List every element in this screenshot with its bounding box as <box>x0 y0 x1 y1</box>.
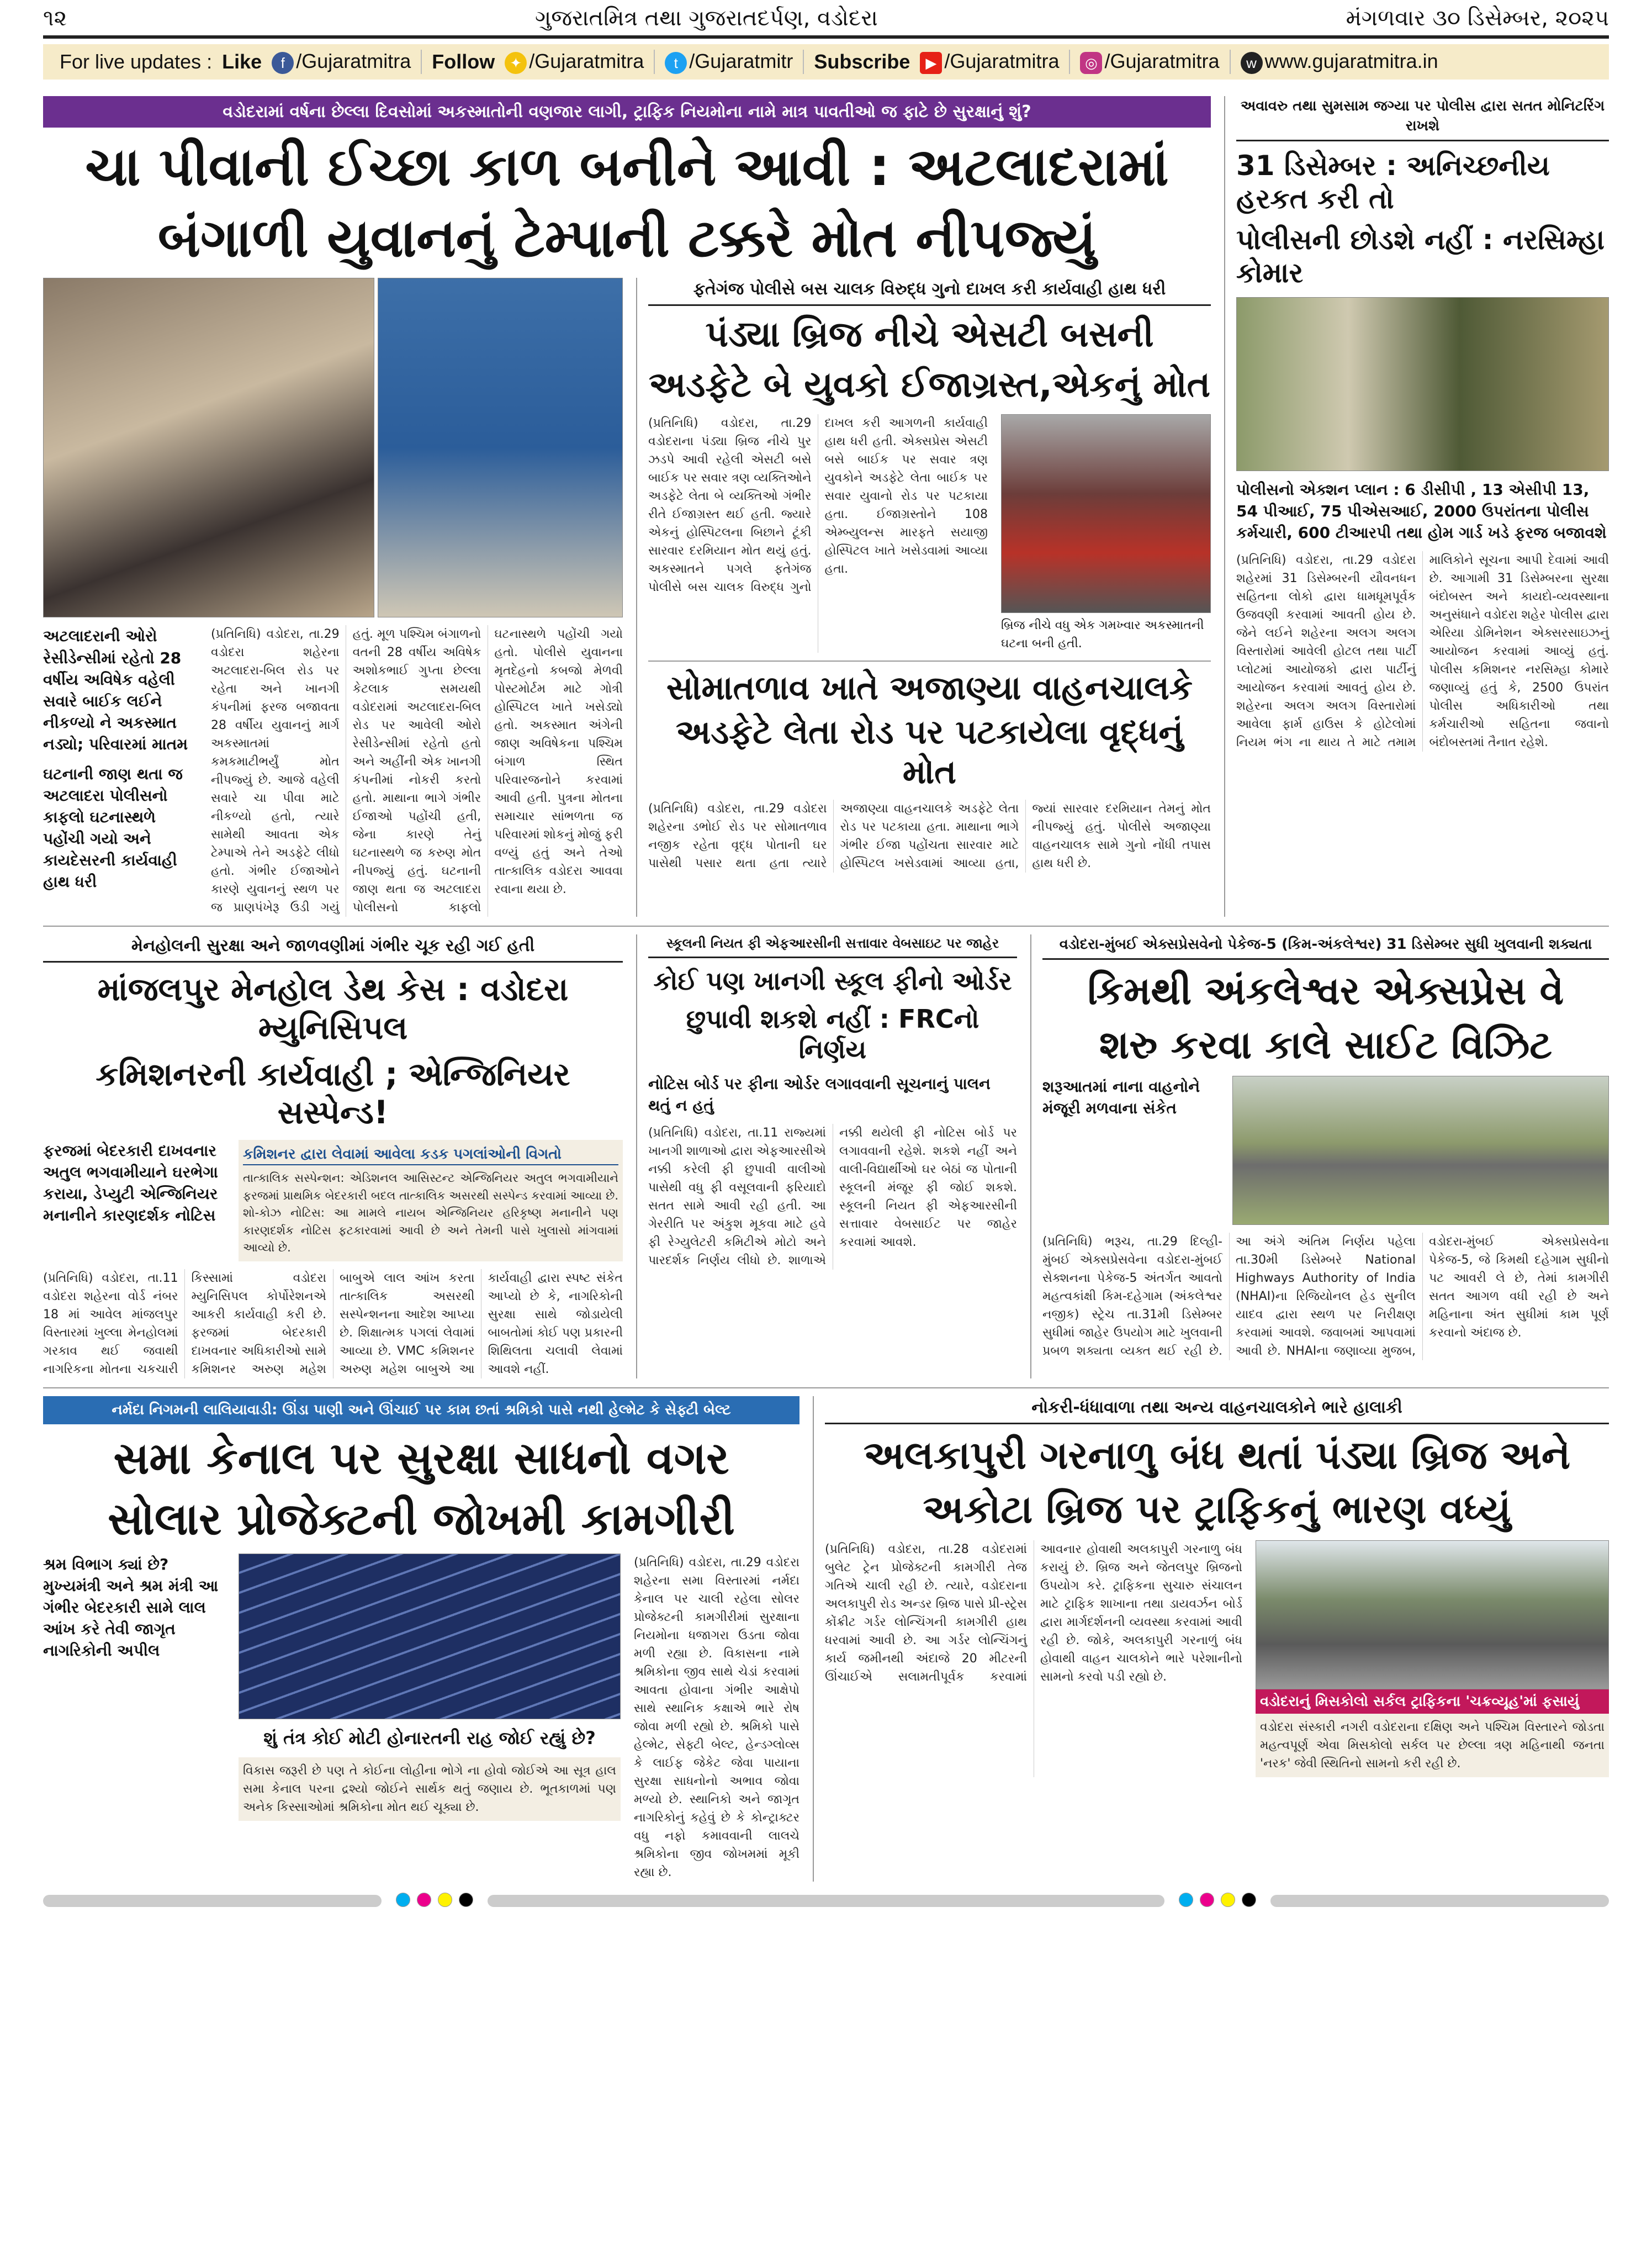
story6-body: (પ્રતિનિધિ) વડોદરા, તા.11 રાજ્યમાં ખાનગી શાળાઓ દ્વારા એફઆરસીએ નક્કી કરેલી ફી છુપાવી વાલીઓ પાસેથી વધુ ફી વસૂલવાની ફરિયાદો સતત સામે આવી રહી હતી. આ ગેરરીતિ પર અંકુશ મૂકવા માટે હવે ફી રેગ્યુલેટરી કમિટીએ મોટો અને પારદર્શક નિર્ણય લીધો છે. શાળાએ નક્કી થયેલી ફી નોટિસ બોર્ડ પર લગાવવાની રહેશે. શકશે નહીં અને વાલી-વિદ્યાર્થીઓ ઘર બેઠાં જ પોતાની સ્કૂલની મંજૂર ફી જોઈ શકશે. સ્કૂલની નિયત ફી એફઆરસીની સત્તાવાર વેબસાઈટ પર જાહેર કરવામાં આવશે. <box>648 1126 1017 1267</box>
story9-body: (પ્રતિનિધિ) વડોદરા, તા.28 વડોદરામાં બુલેટ ટ્રેન પ્રોજેક્ટની કામગીરી તેજ ગતિએ ચાલી રહી છે. ત્યારે, વડોદરાના અલકાપુરી રોડ અન્ડર બ્રિજ પાસે પ્રી-સ્ટ્રેસ કોંક્રીટ ગર્ડર લોન્ચિંગની કામગીરી હાથ ધરવામાં આવી છે. આ ગર્ડર લોન્ચિંગનું કાર્ય જમીનથી અંદાજે 20 મીટરની ઊંચાઈએ સલામતીપૂર્વક કરવામાં આવનાર હોવાથી અલકાપુરી ગરનાળુ બંધ કરાયું છે. બ્રિજ અને જેતલપુર બ્રિજનો ઉપયોગ કરે. ટ્રાફિકના સુચારુ સંચાલન માટે ટ્રાફિક શાખાના તથા ડાયવર્ઝન બોર્ડ દ્વારા માર્ગદર્શનની વ્યવસ્થા કરવામાં આવી રહી છે. જોકે, અલકાપુરી ગરનાળું બંધ હોવાથી વાહન ચાલકોને ભારે પરેશાનીનો સામનો કરવો પડી રહ્યો છે. <box>825 1542 1242 1684</box>
registration-dot <box>1179 1893 1193 1907</box>
story7-headline-line1: કિમથી અંકલેશ્વર એક્સપ્રેસ વે <box>1087 968 1564 1013</box>
story8-band: નર્મદા નિગમની લાલિયાવાડી: ઊંડા પાણી અને ઊંચાઈ પર કામ છતાં શ્રમિકો પાસે નથી હેલ્મેટ કે સેફ્ટી બેલ્ટ <box>43 1396 799 1424</box>
story9-headline-line1: અલકાપુરી ગરનાળુ બંધ થતાં પંડ્યા બ્રિજ અને <box>863 1432 1570 1478</box>
twitter-link[interactable] <box>665 50 793 73</box>
facebook-handle: /Gujaratmitra <box>296 50 411 73</box>
story3-body: (પ્રતિનિધિ) વડોદરા, તા.29 વડોદરા શહેરના ડભોઈ રોડ પર સોમાતળાવ નજીક રહેતા વૃદ્ધ પોતાની ઘર પાસેથી પસાર થતા હતા ત્યારે અજાણ્યા વાહનચાલકે અડફેટે લેતા રોડ પર પટકાયા હતા. માથાના ભાગે ગંભીર ઈજા પહોંચતા સારવાર માટે હોસ્પિટલ ખસેડવામાં આવ્યા હતા, જ્યાં સારવાર દરમિયાન તેમનું મોત નીપજ્યું હતું. પોલીસે અજાણ્યા વાહનચાલક સામે ગુનો નોંધી તપાસ હાથ ધરી છે. <box>648 801 1211 870</box>
youtube-link[interactable] <box>920 50 1059 73</box>
story5-box-body: તાત્કાલિક સસ્પેન્શન: એડિશનલ આસિસ્ટન્ટ એન્જિનિયર અતુલ ભગવામીયાને ફરજમાં પ્રાથમિક બેદરકારી બદલ તાત્કાલિક અસરથી સસ્પેન્ડ કરવામાં આવ્યા છે. શો-કોઝ નોટિસ: આ મામલે નાયબ એન્જિનિયર હરિકૃષ્ણ મનાનીને પણ કારણદર્શક નોટિસ ફટકારવામાં આવી છે અને તેમની પાસે ખુલાસો માંગવામાં આવ્યો છે. <box>243 1171 618 1255</box>
registration-dot <box>417 1893 431 1907</box>
story1-section <box>43 96 1211 917</box>
accident-bike-photo <box>43 278 374 617</box>
registration-dot <box>1200 1893 1214 1907</box>
story5-headline-line1: માંજલપુર મેનહોલ ડેથ કેસ : વડોદરા મ્યુનિસિપલ <box>97 970 569 1047</box>
story9-photo-block <box>1256 1540 1609 1777</box>
divider <box>803 50 804 74</box>
facebook-link[interactable] <box>272 50 411 73</box>
paper-name: ગુજરાતમિત્ર તથા ગુજરાતદર્પણ, વડોદરા <box>535 6 878 31</box>
story1-story2-grid <box>43 278 1211 917</box>
solar-panels-photo <box>239 1554 621 1719</box>
story5-box <box>239 1140 623 1261</box>
story6-headline-line1: કોઈ પણ ખાનગી સ્કૂલ ફીનો ઓર્ડર <box>653 965 1012 996</box>
twitter-handle: /Gujaratmitr <box>689 50 793 73</box>
divider <box>654 50 655 74</box>
like-label: Like <box>222 50 262 73</box>
story1-lead: અટલાદરાની ઓરો રેસીડેન્સીમાં રહેતો 28 વર્ષીય અવિષેક વહેલી સવારે બાઈક લઈને નીકળ્યો ને અકસ્માત નડ્યો; પરિવારમાં માતમ <box>43 627 188 754</box>
story8-body: (પ્રતિનિધિ) વડોદરા, તા.29 વડોદરા શહેરના સમા વિસ્તારમાં નર્મદા કેનાલ પર ચાલી રહેલા સોલર પ્રોજેક્ટની કામગીરીમાં સુરક્ષાના નિયમોના ધજાગરા ઉડતા જોવા મળી રહ્યા છે. વિકાસના નામે શ્રમિકોના જીવ સાથે ચેડાં કરવામાં આવતા હોવાના ગંભીર આક્ષેપો સાથે સ્થાનિક કક્ષાએ ભારે રોષ જોવા મળી રહ્યો છે. શ્રમિકો પાસે હેલ્મેટ, સેફ્ટી બેલ્ટ, હેન્ડગ્લોવ્સ કે લાઈફ જેકેટ જેવા પાયાના સુરક્ષા સાધનોનો અભાવ જોવા મળ્યો છે. સ્થાનિકો અને જાગૃત નાગરિકોનું કહેવું છે કે કોન્ટ્રાક્ટર વધુ નફો કમાવવાની લાલચે શ્રમિકોના જીવ જોખમમાં મૂકી રહ્યા છે. <box>634 1555 799 1879</box>
story2-headline-line1: પંડ્યા બ્રિજ નીચે એસટી બસની <box>705 314 1154 356</box>
page-header <box>43 6 1609 39</box>
story1-headline-line1: ચા પીવાની ઈચ્છા કાળ બનીને આવી : અટલાદરામાં <box>85 136 1169 198</box>
story2-story3-column <box>636 278 1211 917</box>
print-registration-bar <box>43 1893 1609 1909</box>
story8-photo-caption: શું તંત્ર કોઈ મોટી હોનારતની રાહ જોઈ રહ્યું છે? <box>263 1727 596 1748</box>
registration-dot <box>438 1893 452 1907</box>
middle-row <box>43 926 1609 1378</box>
story7-lead: શરૂઆતમાં નાના વાહનોને મંજૂરી મળવાના સંકેત <box>1042 1077 1200 1117</box>
subscribe-label: Subscribe <box>814 50 910 73</box>
story1-photos <box>43 278 623 617</box>
story9-content <box>825 1540 1609 1777</box>
story2-headline-line2: અડફેટે બે યુવકો ઈજાગ્રસ્ત,એકનું મોત <box>648 364 1211 406</box>
story5-body: (પ્રતિનિધિ) વડોદરા, તા.11 વડોદરા શહેરના વોર્ડ નંબર 18 માં આવેલ માંજલપુર વિસ્તારમાં ખુલ્લા મેનહોલમાં ગરકાવ થઈ જવાથી નાગરિકના મોતના ચકચારી કિસ્સામાં વડોદરા મ્યુનિસિપલ કોર્પોરેશનએ આકરી કાર્યવાહી કરી છે. ફરજમાં બેદરકારી દાખવનાર અધિકારીઓ સામે કમિશનર અરુણ મહેશ બાબુએ લાલ આંખ કરતા તાત્કાલિક અસરથી સસ્પેન્શનના આદેશ આપ્યા છે. શિક્ષાત્મક પગલાં લેવામાં આવ્યા છે. VMC કમિશનર અરુણ મહેશ બાબુએ આ કાર્યવાહી દ્વારા સ્પષ્ટ સંકેત આપ્યો છે કે, નાગરિકોની સુરક્ષા સાથે જોડાયેલી બાબતોમાં કોઈ પણ પ્રકારની શિથિલતા ચલાવી લેવામાં આવશે નહીં. <box>43 1271 623 1376</box>
story5-section <box>43 934 623 1378</box>
youtube-icon: ▶ <box>920 52 942 74</box>
story9-caption-body: વડોદરા સંસ્કારી નગરી વડોદરાના દક્ષિણ અને પશ્ચિમ વિસ્તારને જોડતા મહત્વપૂર્ણ એવા મિસકોલો સર્કલ પર છેલ્લા ત્રણ મહિનાથી જનતા 'નરક' જેવી સ્થિતિનો સામનો કરી રહી છે. <box>1256 1714 1609 1777</box>
story9-headline-line2: અકોટા બ્રિજ પર ટ્રાફિકનું ભારણ વધ્યું <box>923 1486 1511 1532</box>
story5-box-title: કમિશનર દ્વારા લેવામાં આવેલા કડક પગલાંઓની વિગતો <box>243 1144 618 1165</box>
story2-body: (પ્રતિનિધિ) વડોદરા, તા.29 વડોદરાના પંડ્યા બ્રિજ નીચે પુર ઝડપે આવી રહેલી એસટી બસે બાઈક પર સવાર ત્રણ વ્યક્તિઓને અડફેટે લેતા બે વ્યક્તિઓ ગંભીર રીતે ઈજાગ્રસ્ત થઈ હતી. જ્યારે એકનું હોસ્પિટલના બિછાને ટૂંકી સારવાર દરમિયાન મોત થયું હતું. અકસ્માતને પગલે ફતેગંજ પોલીસે બસ ચાલક વિરુદ્ધ ગુનો દાખલ કરી આગળની કાર્યવાહી હાથ ધરી હતી. એક્સપ્રેસ એસટી બસે બાઈક પર સવાર ત્રણ યુવકોને અડફેટે લેતા બાઈક પર સવાર યુવાનો રોડ પર પટકાયા હતા. ઈજાગ્રસ્તોને 108 એમ્બ્યુલન્સ મારફતે સયાજી હોસ્પિટલ ખાતે ખસેડવામાં આવ્યા હતા. <box>648 416 988 594</box>
story8-section <box>43 1396 799 1882</box>
story2-photo-block <box>1001 414 1211 653</box>
story5-kicker: મેનહોલની સુરક્ષા અને જાળવણીમાં ગંભીર ચૂક રહી ગઈ હતી <box>43 934 623 963</box>
youtube-handle: /Gujaratmitra <box>944 50 1060 73</box>
issue-date: મંગળવાર ૩૦ ડિસેમ્બર, ૨૦૨૫ <box>1346 6 1609 31</box>
facebook-icon: f <box>272 52 294 74</box>
color-registration-dots <box>393 1893 476 1909</box>
story1-lead2: ઘટનાની જાણ થતા જ અટલાદરા પોલીસનો કાફલો ઘટનાસ્થળે પહોંચી ગયો અને કાયદેસરની કાર્યવાહી હાથ ધરી <box>43 764 183 891</box>
website-link[interactable] <box>1241 50 1438 73</box>
story9-photo-caption: વડોદરાનું મિસકોલો સર્કલ ટ્રાફિકના 'ચક્રવ્યૂહ'માં ફસાયું <box>1256 1689 1609 1714</box>
expressway-photo <box>1232 1076 1609 1225</box>
divider <box>421 50 422 74</box>
divider <box>1069 50 1070 74</box>
top-row <box>43 88 1609 917</box>
story4-headline-line1: 31 ડિસેમ્બર : અનિચ્છનીય હરકત કરી તો <box>1236 149 1550 215</box>
story8-photo-block <box>239 1554 621 1882</box>
instagram-link[interactable] <box>1080 50 1219 73</box>
registration-dot <box>1242 1893 1256 1907</box>
story2-kicker: ફતેગંજ પોલીસે બસ ચાલક વિરુદ્ધ ગુનો દાખલ કરી કાર્યવાહી હાથ ધરી <box>648 278 1211 306</box>
instagram-icon: ◎ <box>1080 52 1102 74</box>
social-bar <box>43 44 1609 80</box>
story9-section <box>813 1396 1609 1882</box>
story8-content <box>43 1554 799 1882</box>
story6-section <box>636 934 1017 1378</box>
globe-icon: w <box>1241 52 1263 74</box>
twitter-icon: t <box>665 52 687 74</box>
traffic-circle-photo <box>1256 1540 1609 1689</box>
story7-lead-grid <box>1042 1076 1609 1225</box>
story9-kicker: નોકરી-ધંધાવાળા તથા અન્ય વાહનચાલકોને ભારે હાલાકી <box>825 1396 1609 1424</box>
story7-headline-line2: શરુ કરવા કાલે સાઈટ વિઝિટ <box>1099 1022 1553 1068</box>
instagram-handle: /Gujaratmitra <box>1104 50 1220 73</box>
story6-headline-line2: છુપાવી શકશે નહીં : FRCનો નિર્ણય <box>686 1004 979 1065</box>
story8-headline-line1: સમા કેનાલ પર સુરક્ષા સાધનો વગર <box>113 1432 729 1484</box>
registration-strip <box>488 1895 1164 1907</box>
registration-dot <box>396 1893 410 1907</box>
tempo-photo <box>378 278 623 617</box>
story4-body: (પ્રતિનિધિ) વડોદરા, તા.29 વડોદરા શહેરમાં 31 ડિસેમ્બરની યૌવનધન સહિતના લોકો દ્વારા ધામધૂમપૂર્વક ઉજવણી કરવામાં આવતી હોય છે. જેને લઈને શહેરના અલગ અલગ વિસ્તારોમાં આવેલી હોટલ તથા પાર્ટી પ્લોટમાં આયોજકો દ્વારા પાર્ટીનું આયોજન કરવામાં આવતું હોય છે. શહેરના અલગ અલગ વિસ્તારોમાં આવેલા ફાર્મ હાઉસ કે હોટેલોમાં નિયમ ભંગ ના થાય તે માટે તમામ માલિકોને સૂચના આપી દેવામાં આવી છે. આગામી 31 ડિસેમ્બરના સુરક્ષા બંદોબસ્ત અને કાયદો-વ્યવસ્થાના અનુસંધાને વડોદરા શહેર પોલીસ દ્વારા એરિયા ડોમિનેશન એક્સરસાઇઝનું આયોજન કરવામાં આવ્યું હતું. પોલીસ કમિશનર નરસિમ્હા કોમારે જણાવ્યું હતું કે, 2500 ઉપરાંત પોલીસ અધિકારીઓ તથા કર્મચારીઓ સહિતના જવાનો બંદોબસ્તમાં તૈનાત રહેશે. <box>1236 553 1609 750</box>
story4-headline-line2: પોલીસની છોડશે નહીં : નરસિમ્હા કોમાર <box>1236 223 1605 289</box>
story2-content <box>648 414 1211 653</box>
story8-headline-line2: સોલાર પ્રોજેક્ટની જોખમી કામગીરી <box>108 1493 735 1545</box>
follow-label: Follow <box>432 50 495 73</box>
story6-kicker: સ્કૂલની નિયત ફી એફઆરસીની સત્તાવાર વેબસાઇટ પર જાહેર <box>648 934 1017 958</box>
story5-headline-line2: કમિશનરની કાર્યવાહી ; એન્જિનિયર સસ્પેન્ડ! <box>96 1055 570 1132</box>
registration-dot <box>459 1893 473 1907</box>
story3-headline-line2: અડફેટે લેતા રોડ પર પટકાયેલા વૃદ્ધનું મોત <box>676 712 1183 791</box>
snapchat-handle: /Gujaratmitra <box>529 50 644 73</box>
story2-photo-caption: બ્રિજ નીચે વધુ એક ગમખ્વાર અકસ્માતની ઘટના બની હતી. <box>1001 618 1204 651</box>
story1-band: વડોદરામાં વર્ષના છેલ્લા દિવસોમાં અકસ્માતોની વણજાર લાગી, ટ્રાફિક નિયમોના નામે માત્ર પાવતીઓ જ ફાટે છે સુરક્ષાનું શું? <box>43 96 1211 128</box>
snapchat-link[interactable] <box>505 50 644 73</box>
registration-strip <box>1270 1895 1609 1907</box>
snapchat-icon: ✦ <box>505 52 527 74</box>
page-number: ૧૨ <box>43 6 67 31</box>
story3-section <box>648 661 1211 873</box>
story1-text-grid <box>43 625 623 917</box>
story8-caption-body: વિકાસ જરૂરી છે પણ તે કોઈના લોહીના ભોગે ના હોવો જોઈએ આ સૂત્ર હાલ સમા કેનાલ પરના દ્રશ્યો જોઈને સાર્થક થતું જણાય છે. ભૂતકાળમાં પણ અનેક કિસ્સાઓમાં શ્રમિકોના મોત થઈ ચૂક્યા છે. <box>239 1757 621 1821</box>
color-registration-dots <box>1176 1893 1259 1909</box>
registration-strip <box>43 1895 382 1907</box>
registration-dot <box>1221 1893 1235 1907</box>
website-url: www.gujaratmitra.in <box>1264 50 1438 73</box>
story8-lead: શ્રમ વિભાગ ક્યાં છે? મુખ્યમંત્રી અને શ્રમ મંત્રી આ ગંભીર બેદરકારી સામે લાલ આંખ કરે તેવી જાગૃત નાગરિકોની અપીલ <box>43 1555 219 1660</box>
story4-kicker: અવાવરુ તથા સુમસામ જગ્યા પર પોલીસ દ્વારા સતત મોનિટરિંગ રાખશે <box>1236 96 1609 141</box>
story6-lead: નોટિસ બોર્ડ પર ફીના ઓર્ડર લગાવવાની સૂચનાનું પાલન થતું ન હતું <box>648 1074 991 1114</box>
story1-headline-line2: બંગાળી યુવાનનું ટેમ્પાની ટક્કરે મોત નીપજ્યું <box>157 207 1097 270</box>
story1-body-start: (પ્રતિનિધિ) વડોદરા, તા.29 વડોદરા શહેરના અટલાદરા-બિલ રોડ પર રહેતા અને ખાનગી કંપનીમાં ફરજ બજાવતા 28 વર્ષીય યુવાનનું માર્ગ અકસ્માતમાં કમકમાટીભર્યું મોત નીપજ્યું છે. આજે વહેલી સવારે ચા પીવા માટે નીકળ્યો હતો, ત્યારે સામેથી આવતા એક ટેમ્પાએ તેને અડફેટે લીધો હતો. ગંભીર ઈજાઓને કારણે યુવાનનું સ્થળ પર જ પ્રાણપંખેરૂ ઉડી ગયું હતું. મૂળ પશ્ચિમ બંગાળનો વતની 28 વર્ષીય અવિષેક અશોકભાઈ ગુપ્તા છેલ્લા કેટલાક સમયથી વડોદરામાં અટલાદરા-બિલ રોડ પર આવેલી ઓરો રેસીડેન્સીમાં રહેતો હતો અને અહીંની એક ખાનગી કંપનીમાં નોકરી કરતો હતો. માથાના ભાગે ગંભીર ઈજાઓ પહોંચી હતી, જેના કારણે તેનું ઘટનાસ્થળે જ કરુણ મોત નીપજ્યું હતું. ઘટનાની જાણ થતા જ અટલાદરા પોલીસનો કાફલો ઘટનાસ્થળે પહોંચી ગયો હતો. પોલીસે યુવાનના મૃતદેહનો કબજો મેળવી પોસ્ટમોર્ટમ માટે ગોત્રી હોસ્પિટલ ખાતે ખસેડ્યો હતો. અકસ્માત અંગેની જાણ અવિષેકના પશ્ચિમ બંગાળ સ્થિત પરિવારજનોને કરવામાં આવી હતી. પુત્રના મોતના સમાચાર સાંભળતા જ પરિવારમાં શોકનું મોજું ફરી વળ્યું હતું અને તેઓ તાત્કાલિક વડોદરા આવવા રવાના થયા છે. <box>211 627 623 915</box>
story7-section <box>1030 934 1609 1378</box>
story3-headline-line1: સોમાતળાવ ખાતે અજાણ્યા વાહનચાલકે <box>666 668 1193 707</box>
story7-body: (પ્રતિનિધિ) ભરૂચ, તા.29 દિલ્હી-મુંબઈ એક્સપ્રેસવેના વડોદરા-મુંબઈ સેક્શનના પેકેજ-5 અંતર્ગત આવતો મહત્વકાંક્ષી કિમ-દહેગામ (અંકલેશ્વર નજીક) સ્ટ્રેચ તા.31મી ડિસેમ્બર સુધીમાં જાહેર ઉપયોગ માટે ખુલવાની પ્રબળ શક્યતા વ્યક્ત થઈ રહી છે. આ અંગે અંતિમ નિર્ણય પહેલા તા.30મી ડિસેમ્બરે National Highways Authority of India (NHAI)ના રિજિયોનલ હેડ સુનીલ યાદવ દ્વારા સ્થળ પર નિરીક્ષણ કરવામાં આવશે. જવાબમાં આપવામાં આવી છે. NHAIના જણાવ્યા મુજબ, વડોદરા-મુંબઈ એક્સપ્રેસવેના પેકેજ-5, જે કિમથી દહેગામ સુધીનો પટ આવરી લે છે, તેમાં કામગીરી સતત આગળ વધી રહી છે અને મહિનાના અંત સુધીમાં કામ પૂર્ણ કરવાનો અંદાજ છે. <box>1042 1234 1609 1358</box>
st-bus-photo <box>1001 414 1211 613</box>
police-commissioner-photo <box>1236 297 1609 471</box>
bottom-row <box>43 1387 1609 1882</box>
live-updates-label: For live updates : <box>60 50 213 73</box>
story4-section <box>1224 96 1609 917</box>
story1-content <box>43 278 623 917</box>
story5-lead: ફરજમાં બેદરકારી દાખવનાર અતુલ ભગવામીયાને ઘરભેગા કરાયા, ડેપ્યુટી એન્જિનિયર મનાનીને કારણદર્શક નોટિસ <box>43 1141 218 1225</box>
story7-kicker: વડોદરા-મુંબઈ એક્સપ્રેસવેનો પેકેજ-5 (કિમ-અંકલેશ્વર) 31 ડિસેમ્બર સુધી ખુલવાની શક્યતા <box>1042 934 1609 959</box>
story4-lead: પોલીસનો એક્શન પ્લાન : 6 ડીસીપી , 13 એસીપી 13, 54 પીઆઈ, 75 પીએસઆઈ, 2000 ઉપરાંતના પોલીસ કર્મચારી, 600 ટીઆરપી તથા હોમ ગાર્ડ ખડે ફરજ બજાવશે <box>1236 480 1607 542</box>
story5-lead-grid <box>43 1140 623 1261</box>
divider <box>1230 50 1231 74</box>
story1-leads <box>43 625 198 917</box>
